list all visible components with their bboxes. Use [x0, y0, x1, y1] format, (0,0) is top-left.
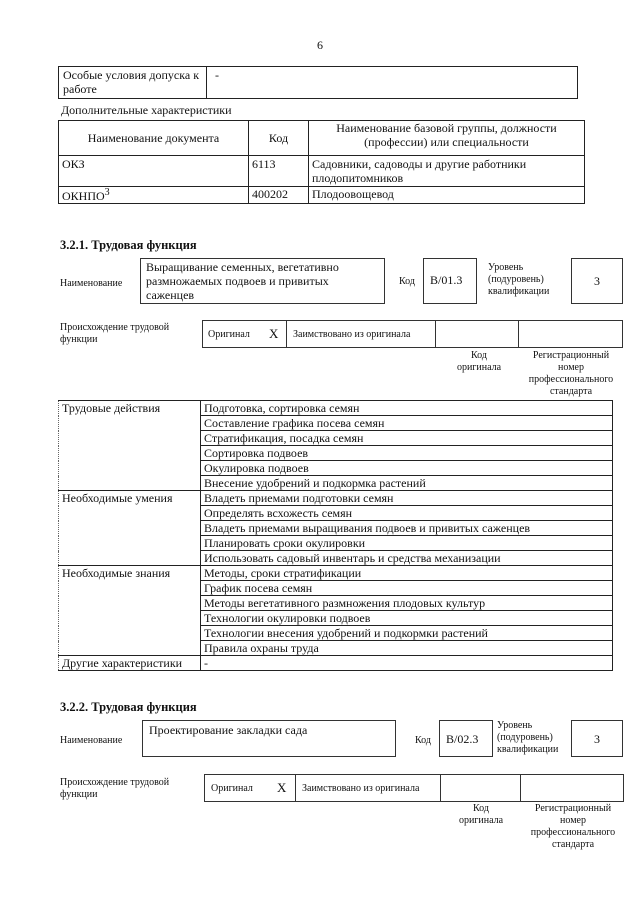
function-1-title: 3.2.1. Трудовая функция: [60, 238, 197, 252]
list-item: Сортировка подвоев: [201, 446, 613, 461]
header-doc: Наименование документа: [59, 121, 249, 156]
function-1-level-value: 3: [571, 258, 623, 304]
header-name: Наименование базовой группы, должности (профессии) или специальности: [309, 121, 585, 156]
footnote-mark: 3: [104, 187, 110, 198]
list-item: Планировать сроки окулировки: [201, 536, 613, 551]
function-2-name-value: Проектирование закладки сада: [142, 720, 396, 757]
borrowed-label: Заимствовано из оригинала: [302, 783, 420, 794]
function-2-code-orig-label: Код оригинала: [458, 803, 504, 826]
row-name: Садовники, садоводы и другие работники плодопитомников: [309, 156, 585, 187]
function-2-reg-label: Регистрационный номер профессионального стандарта: [530, 803, 616, 850]
additional-title: Дополнительные характеристики: [61, 103, 232, 117]
function-2-code-orig-cell: [440, 774, 521, 802]
function-2-origin-label: Происхождение трудовой функции: [60, 777, 170, 800]
original-label: Оригинал: [211, 783, 253, 794]
function-1-reg-label: Регистрационный номер профессионального стандарта: [528, 350, 614, 397]
access-conditions-table: [58, 66, 578, 99]
list-item: Определять всхожесть семян: [201, 506, 613, 521]
list-item: Подготовка, сортировка семян: [201, 401, 613, 416]
row-name: Плодоовощевод: [309, 187, 585, 204]
original-mark: X: [269, 326, 279, 341]
function-2-level-value: 3: [571, 720, 623, 757]
row-code: 6113: [249, 156, 309, 187]
function-2-reg-cell: [520, 774, 624, 802]
table-row: [59, 187, 585, 204]
original-mark: X: [277, 780, 287, 795]
function-1-code-orig-label: Код оригинала: [456, 350, 502, 373]
list-item: Стратификация, посадка семян: [201, 431, 613, 446]
row-doc: ОКЗ: [59, 156, 249, 187]
function-1-reg-cell: [518, 320, 623, 348]
function-1-original-cell: [202, 320, 287, 348]
duties-table: [58, 400, 613, 671]
function-1-level-label: Уровень (подуровень) квалификации: [488, 262, 550, 297]
function-2-code-label: Код: [415, 735, 431, 746]
list-item: Владеть приемами выращивания подвоев и привитых саженцев: [201, 521, 613, 536]
function-2-original-cell: [204, 774, 296, 802]
other-label: Другие характеристики: [59, 656, 201, 671]
table-row: [59, 156, 585, 187]
row-doc: ОКНПО$^3$: [59, 187, 249, 204]
function-1-name-value: Выращивание семенных, вегетативно размножаемых подвоев и привитых саженцев: [140, 258, 385, 304]
function-1-code-value: B/01.3: [423, 258, 477, 304]
function-1-code-label: Код: [399, 276, 415, 287]
function-1-borrowed-cell: [286, 320, 436, 348]
function-1-name-label: Наименование: [60, 278, 123, 289]
list-item: Правила охраны труда: [201, 641, 613, 656]
other-value: -: [201, 656, 613, 671]
access-conditions-value: -: [207, 67, 578, 99]
list-item: Технологии внесения удобрений и подкормки растений: [201, 626, 613, 641]
access-conditions-label: Особые условия допуска к работе: [59, 67, 207, 99]
function-2-name-label: Наименование: [60, 735, 123, 746]
page-number: 6: [317, 38, 323, 52]
original-label: Оригинал: [208, 329, 250, 340]
header-code: Код: [249, 121, 309, 156]
list-item: Окулировка подвоев: [201, 461, 613, 476]
list-item: Владеть приемами подготовки семян: [201, 491, 613, 506]
row-code: 400202: [249, 187, 309, 204]
list-item: Технологии окулировки подвоев: [201, 611, 613, 626]
list-item: Внесение удобрений и подкормка растений: [201, 476, 613, 491]
function-2-code-value: B/02.3: [439, 720, 493, 757]
list-item: Методы, сроки стратификации: [201, 566, 613, 581]
function-1-code-orig-cell: [435, 320, 519, 348]
additional-table: [58, 120, 585, 204]
function-2-borrowed-cell: [295, 774, 441, 802]
list-item: График посева семян: [201, 581, 613, 596]
knowledge-label: Необходимые знания: [59, 566, 201, 656]
borrowed-label: Заимствовано из оригинала: [293, 329, 411, 340]
function-2-level-label: Уровень (подуровень) квалификации: [497, 720, 559, 755]
function-2-title: 3.2.2. Трудовая функция: [60, 700, 197, 714]
list-item: Использовать садовый инвентарь и средства механизации: [201, 551, 613, 566]
list-item: Методы вегетативного размножения плодовых культур: [201, 596, 613, 611]
list-item: Составление графика посева семян: [201, 416, 613, 431]
skills-label: Необходимые умения: [59, 491, 201, 566]
actions-label: Трудовые действия: [59, 401, 201, 491]
function-1-origin-label: Происхождение трудовой функции: [60, 322, 170, 345]
